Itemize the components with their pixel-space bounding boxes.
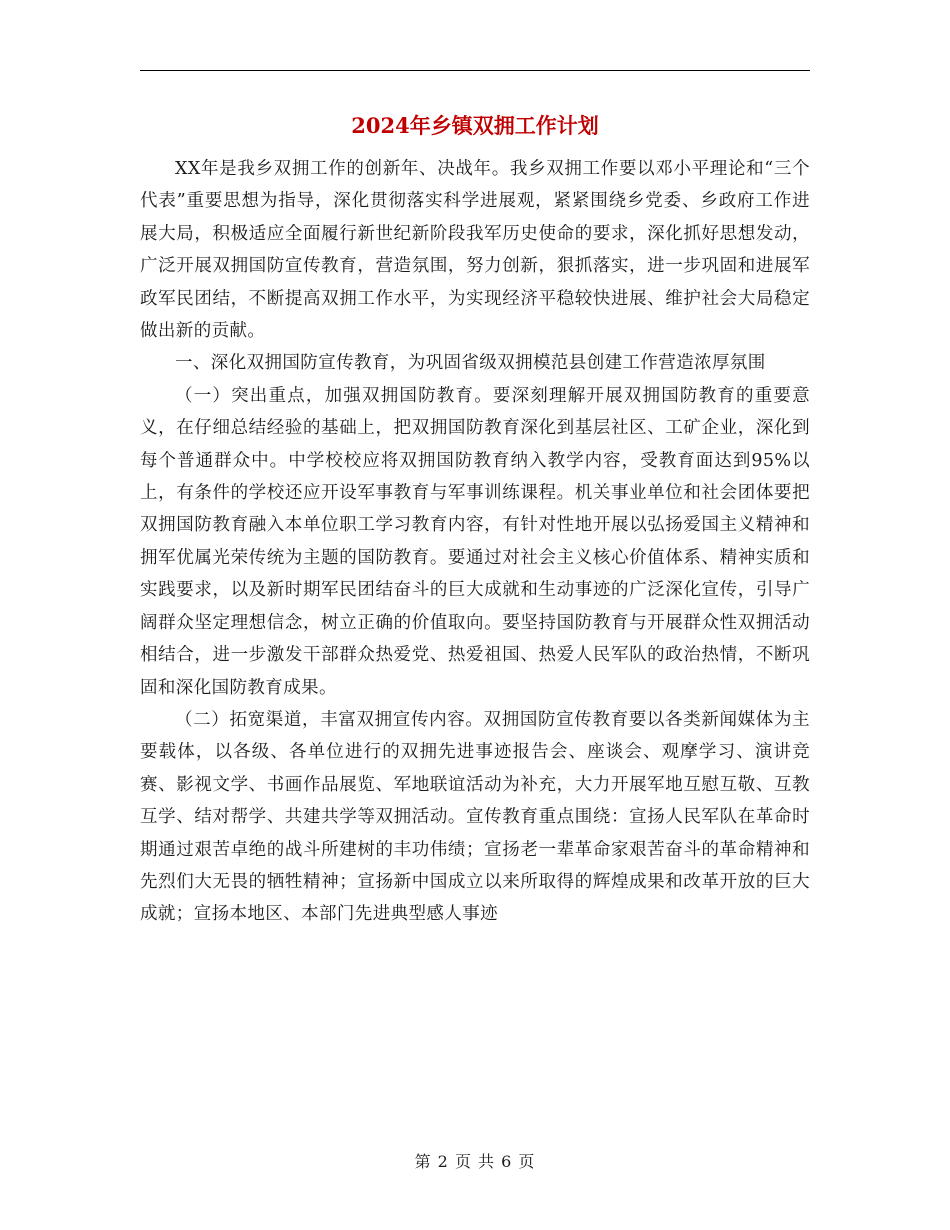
- section-heading-1: 一、深化双拥国防宣传教育，为巩固省级双拥模范县创建工作营造浓厚氛围: [175, 353, 766, 374]
- header-rule: [140, 70, 810, 71]
- paragraph-intro: XX年是我乡双拥工作的创新年、决战年。我乡双拥工作要以邓小平理论和“三个代表”重要思想为指导，深化贯彻落实科学进展观，紧紧围绕乡党委、乡政府工作进展大局，积极适应全面履行新世纪新阶段我军历史使命的要求，深化抓好思想发动，广泛开展双拥国防宣传教育，营造氛围，努力创新，狠抓落实，进一步巩固和进展军政军民团结，不断提高双拥工作水平，为实现经济平稳较快进展、维护社会大局稳定做出新的贡献。: [140, 159, 810, 342]
- document-body: [140, 153, 810, 931]
- document-title: 2024年乡镇双拥工作计划: [351, 113, 599, 138]
- paragraph-item-2: （二）拓宽渠道，丰富双拥宣传内容。双拥国防宣传教育要以各类新闻媒体为主要载体，以各级、各单位进行的双拥先进事迹报告会、座谈会、观摩学习、演讲竞赛、影视文学、书画作品展览、军地联谊活动为补充，大力开展军地互慰互敬、互教互学、结对帮学、共建共学等双拥活动。宣传教育重点围绕：宣扬人民军队在革命时期通过艰苦卓绝的战斗所建树的丰功伟绩；宣扬老一辈革命家艰苦奋斗的革命精神和先烈们大无畏的牺牲精神；宣扬新中国成立以来所取得的辉煌成果和改革开放的巨大成就；宣扬本地区、本部门先进典型感人事迹: [140, 709, 810, 925]
- page-number: 第 2 页 共 6 页: [414, 1152, 536, 1171]
- paragraph-item-1: （一）突出重点，加强双拥国防教育。要深刻理解开展双拥国防教育的重要意义，在仔细总结经验的基础上，把双拥国防教育深化到基层社区、工矿企业，深化到每个普通群众中。中学校校应将双拥国防教育纳入教学内容，受教育面达到95%以上，有条件的学校还应开设军事教育与军事训练课程。机关事业单位和社会团体要把双拥国防教育融入本单位职工学习教育内容，有针对性地开展以弘扬爱国主义精神和拥军优属光荣传统为主题的国防教育。要通过对社会主义核心价值体系、精神实质和实践要求，以及新时期军民团结奋斗的巨大成就和生动事迹的广泛深化宣传，引导广阔群众坚定理想信念，树立正确的价值取向。要坚持国防教育与开展群众性双拥活动相结合，进一步激发干部群众热爱党、热爱祖国、热爱人民军队的政治热情，不断巩固和深化国防教育成果。: [140, 385, 810, 698]
